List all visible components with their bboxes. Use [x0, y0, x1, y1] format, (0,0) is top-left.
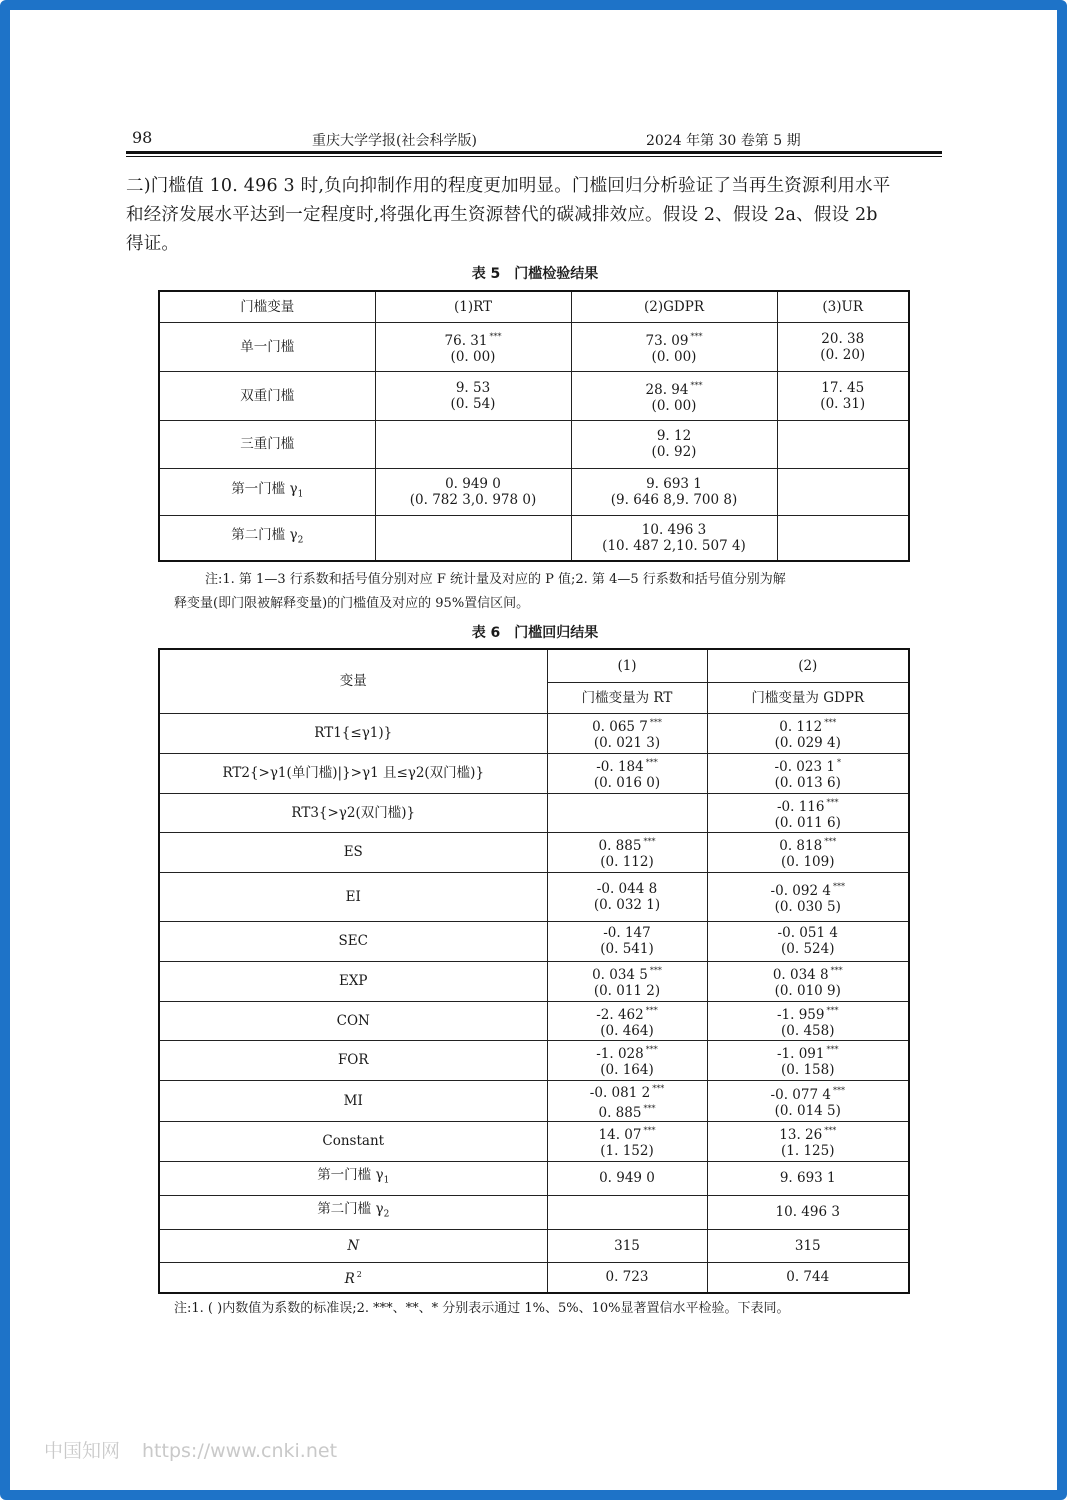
significance-stars: *** — [826, 1005, 839, 1015]
row-label-text: 第一门槛 γ — [231, 480, 298, 497]
significance-stars: *** — [832, 1085, 845, 1095]
cell-value: 76. 31 — [444, 332, 488, 349]
table6-cell — [707, 1121, 909, 1161]
table6-cell: 0. 949 0 — [547, 1161, 707, 1195]
table6-cell — [707, 1080, 909, 1121]
table5-header-cell: (1)RT — [375, 291, 571, 322]
table5-cell — [571, 515, 777, 561]
table6-cell — [707, 832, 909, 872]
cell-value: 0. 885 — [598, 1104, 642, 1121]
table6-cell — [707, 1001, 909, 1040]
table6-cell: 315 — [707, 1229, 909, 1262]
cell-value: 17. 45 — [821, 379, 865, 396]
table5-header-row — [159, 291, 909, 322]
cell-value: 9. 693 1 — [646, 475, 702, 492]
table6-row-label: SEC — [159, 921, 547, 961]
table6-cell — [707, 1040, 909, 1080]
table6-row — [159, 1080, 909, 1121]
subscript: 2 — [383, 1209, 390, 1220]
table6-row-label — [159, 1161, 547, 1195]
table5-cell — [571, 420, 777, 468]
table6-cell — [547, 1001, 707, 1040]
running-head — [126, 128, 942, 150]
cell-paren: (0. 00) — [450, 348, 496, 365]
table6-row — [159, 753, 909, 793]
table6-row-label — [159, 1195, 547, 1229]
cell-paren: (0. 013 6) — [774, 775, 841, 791]
page-number: 98 — [132, 128, 153, 147]
cell-paren: (10. 487 2,10. 507 4) — [602, 537, 746, 554]
table6-cell — [707, 921, 909, 961]
table6-col1-number: (1) — [547, 649, 707, 682]
cell-paren: (0. 00) — [651, 397, 697, 414]
table6-cell — [707, 753, 909, 793]
table6-row-label: RT1{≤γ1)} — [159, 713, 547, 753]
cell-paren: (0. 164) — [600, 1062, 654, 1078]
table6-title: 表 6 门槛回归结果 — [471, 625, 599, 641]
cell-value: -1. 091 — [776, 1046, 825, 1062]
row-label-text: R — [344, 1271, 355, 1288]
significance-stars: *** — [830, 966, 843, 975]
table6-cell — [707, 713, 909, 753]
table5-cell — [375, 420, 571, 468]
table5-header-cell: 门槛变量 — [159, 291, 375, 322]
row-label-text: 第二门槛 γ — [317, 1201, 384, 1218]
table6-row-label: MI — [159, 1080, 547, 1121]
header-rule-thick — [126, 151, 942, 154]
cell-paren: (1. 125) — [781, 1143, 835, 1159]
table6-header-var: 变量 — [159, 649, 547, 713]
cell-value: 28. 94 — [645, 381, 689, 398]
table6-cell: 10. 496 3 — [707, 1195, 909, 1229]
significance-stars: *** — [824, 837, 837, 846]
table5-header-cell: (3)UR — [777, 291, 909, 322]
table6-row-label: EXP — [159, 961, 547, 1001]
table6-row — [159, 832, 909, 872]
cell-value: 73. 09 — [645, 332, 689, 349]
cell-value: 10. 496 3 — [641, 521, 707, 538]
cell-value: 0. 885 — [598, 838, 642, 854]
table6-cell — [547, 1195, 707, 1229]
table6-row — [159, 1229, 909, 1262]
cell-value: 0. 949 0 — [445, 475, 501, 492]
table6-col2-number: (2) — [707, 649, 909, 682]
table6-cell — [547, 872, 707, 921]
cell-paren: (0. 458) — [781, 1022, 835, 1039]
table6-cell — [707, 961, 909, 1001]
cell-paren: (0. 112) — [600, 854, 654, 870]
significance-stars: *** — [489, 331, 502, 341]
cell-paren: (0. 31) — [820, 395, 866, 412]
issue-info: 2024 年第 30 卷第 5 期 — [646, 133, 801, 149]
table6-row-label — [159, 1262, 547, 1293]
table5-row-label: 三重门槛 — [159, 420, 375, 468]
cell-value: 20. 38 — [821, 330, 865, 347]
cell-paren: (0. 014 5) — [774, 1102, 841, 1119]
table6-row — [159, 921, 909, 961]
table5-note-line2: 释变量(即门限被解释变量)的门槛值及对应的 95%置信区间。 — [174, 596, 530, 611]
table6-cell: 0. 723 — [547, 1262, 707, 1293]
cell-value: 9. 53 — [455, 379, 491, 396]
table5-cell — [571, 468, 777, 515]
journal-title: 重庆大学学报(社会科学版) — [312, 133, 477, 149]
table5-row — [159, 371, 909, 420]
table6-note: 注:1. ( )内数值为系数的标准误;2. ***、**、* 分别表示通过 1%、5%、10%显著置信水平检验。下表同。 — [174, 1301, 790, 1316]
table6-row — [159, 872, 909, 921]
table6-row — [159, 1161, 909, 1195]
table6-cell — [547, 713, 707, 753]
cell-paren: (0. 021 3) — [593, 735, 661, 751]
watermark-brand: 中国知网 — [44, 1440, 121, 1462]
table5 — [158, 290, 910, 562]
table6-cell — [547, 793, 707, 832]
cell-value: 0. 034 8 — [772, 967, 829, 983]
table5-cell — [777, 420, 909, 468]
cell-value: -0. 092 4 — [770, 882, 831, 899]
table6-row — [159, 961, 909, 1001]
cell-paren: (0. 541) — [600, 941, 654, 957]
table5-cell — [375, 468, 571, 515]
table5-cell — [777, 515, 909, 561]
cell-paren: (0. 92) — [651, 444, 697, 460]
table6-row — [159, 1121, 909, 1161]
table6-cell — [547, 753, 707, 793]
row-label-text: N — [347, 1237, 360, 1254]
significance-stars: *** — [643, 1103, 656, 1113]
table6-cell: 315 — [547, 1229, 707, 1262]
cell-paren: (0. 029 4) — [774, 735, 841, 751]
cell-value: -1. 028 — [596, 1046, 644, 1062]
table5-row-label: 双重门槛 — [159, 371, 375, 420]
table5-row — [159, 515, 909, 561]
table5-cell — [375, 515, 571, 561]
table6-row — [159, 1001, 909, 1040]
cell-value: -0. 051 4 — [777, 925, 838, 941]
cell-value: 14. 07 — [598, 1127, 642, 1143]
cell-value: -0. 116 — [776, 798, 825, 815]
cell-paren: (1. 152) — [600, 1143, 654, 1159]
table5-cell — [777, 468, 909, 515]
table6 — [158, 648, 910, 1294]
cell-paren: (0. 782 3,0. 978 0) — [409, 491, 537, 508]
superscript: 2 — [356, 1270, 362, 1280]
table5-cell — [375, 322, 571, 371]
cell-value: -0. 184 — [596, 759, 644, 775]
significance-stars: *** — [643, 1126, 656, 1135]
table6-row-label: CON — [159, 1001, 547, 1040]
body-line: 二)门槛值 10. 496 3 时,负向抑制作用的程度更加明显。门槛回归分析验证了当再生资源利用水平 — [126, 176, 891, 196]
table5-cell — [777, 322, 909, 371]
table5-cell — [571, 322, 777, 371]
cell-value: -0. 081 2 — [589, 1084, 651, 1101]
significance-stars: *** — [824, 1126, 837, 1135]
table6-row — [159, 793, 909, 832]
table6-cell — [707, 793, 909, 832]
table5-cell — [571, 371, 777, 420]
cell-value: 9. 12 — [656, 428, 692, 444]
subscript: 1 — [297, 489, 304, 500]
table5-title: 表 5 门槛检验结果 — [471, 266, 599, 282]
row-label-text: 第一门槛 γ — [317, 1167, 384, 1184]
table5-note-line1: 注:1. 第 1—3 行系数和括号值分别对应 F 统计量及对应的 P 值;2. 第 4—5 行系数和括号值分别为解 — [205, 572, 786, 587]
cell-value: 0. 034 5 — [592, 967, 648, 983]
subscript: 2 — [297, 535, 304, 546]
cell-value: 0. 112 — [779, 719, 823, 735]
significance-stars: * — [836, 758, 841, 767]
table6-row-label: RT2{>γ1(单门槛)|}>γ1 且≤γ2(双门槛)} — [159, 753, 547, 793]
cell-value: 0. 818 — [779, 838, 823, 854]
table6-row — [159, 1195, 909, 1229]
cell-value: 0. 065 7 — [592, 719, 648, 735]
table5-row — [159, 468, 909, 515]
cell-paren: (0. 54) — [450, 395, 496, 412]
cell-paren: (0. 032 1) — [593, 896, 661, 913]
table5-cell — [777, 371, 909, 420]
table5-row-label: 单一门槛 — [159, 322, 375, 371]
table6-cell — [547, 832, 707, 872]
significance-stars: *** — [832, 881, 845, 891]
table5-cell — [375, 371, 571, 420]
table5-row-label — [159, 468, 375, 515]
cell-value: 13. 26 — [779, 1127, 823, 1143]
table6-cell — [547, 1040, 707, 1080]
significance-stars: *** — [824, 718, 837, 727]
cell-paren: (0. 010 9) — [774, 983, 841, 999]
cell-paren: (0. 030 5) — [774, 898, 841, 915]
significance-stars: *** — [690, 380, 703, 390]
significance-stars: *** — [643, 837, 656, 846]
table6-row — [159, 1040, 909, 1080]
cell-paren: (0. 011 2) — [593, 983, 661, 999]
significance-stars: *** — [826, 797, 839, 807]
cell-paren: (0. 016 0) — [593, 775, 661, 791]
table6-cell: 0. 744 — [707, 1262, 909, 1293]
body-line: 得证。 — [126, 234, 180, 254]
significance-stars: *** — [645, 1045, 658, 1054]
significance-stars: *** — [649, 718, 662, 727]
table5-row — [159, 420, 909, 468]
cell-value: -0. 147 — [603, 925, 651, 941]
table5-row — [159, 322, 909, 371]
table6-cell — [547, 921, 707, 961]
significance-stars: *** — [690, 331, 703, 341]
header-rule-thin — [126, 156, 942, 157]
cell-paren: (0. 464) — [600, 1022, 654, 1039]
significance-stars: *** — [826, 1045, 839, 1054]
cell-value: -0. 044 8 — [596, 880, 658, 897]
cell-paren: (0. 20) — [820, 346, 866, 363]
subscript: 1 — [383, 1175, 390, 1186]
table6-row-label: FOR — [159, 1040, 547, 1080]
cell-value: -2. 462 — [596, 1006, 644, 1023]
cell-paren: (0. 109) — [781, 854, 835, 870]
cell-paren: (0. 158) — [781, 1062, 835, 1078]
table6-row-label: EI — [159, 872, 547, 921]
table6-cell — [547, 961, 707, 1001]
body-paragraph — [126, 172, 944, 259]
cell-paren: (0. 524) — [781, 941, 835, 957]
row-label-text: 第二门槛 γ — [231, 526, 298, 543]
table5-header-cell: (2)GDPR — [571, 291, 777, 322]
significance-stars: *** — [649, 966, 662, 975]
table6-col2-subheader: 门槛变量为 GDPR — [707, 682, 909, 713]
watermark — [44, 1436, 337, 1463]
cell-value: -1. 959 — [776, 1006, 825, 1023]
cell-value: -0. 077 4 — [770, 1086, 831, 1103]
table6-row — [159, 1262, 909, 1293]
table6-header-row — [159, 649, 909, 682]
table6-cell — [547, 1121, 707, 1161]
table6-row-label: Constant — [159, 1121, 547, 1161]
table6-row-label — [159, 1229, 547, 1262]
cell-paren: (0. 011 6) — [774, 814, 841, 831]
table5-row-label — [159, 515, 375, 561]
table6-cell: 9. 693 1 — [707, 1161, 909, 1195]
table6-row-label: ES — [159, 832, 547, 872]
table6-col1-subheader: 门槛变量为 RT — [547, 682, 707, 713]
table6-cell — [707, 872, 909, 921]
significance-stars: *** — [645, 758, 658, 767]
cell-value: -0. 023 1 — [774, 759, 835, 775]
cell-paren: (9. 646 8,9. 700 8) — [610, 491, 738, 508]
table6-row-label: RT3{>γ2(双门槛)} — [159, 793, 547, 832]
table6-cell — [547, 1080, 707, 1121]
watermark-url: https://www.cnki.net — [142, 1440, 338, 1462]
cell-paren: (0. 00) — [651, 348, 697, 365]
table6-row — [159, 713, 909, 753]
significance-stars: *** — [652, 1083, 665, 1093]
body-line: 和经济发展水平达到一定程度时,将强化再生资源替代的碳减排效应。假设 2、假设 2a、假设 2b — [126, 205, 878, 225]
significance-stars: *** — [645, 1005, 658, 1015]
